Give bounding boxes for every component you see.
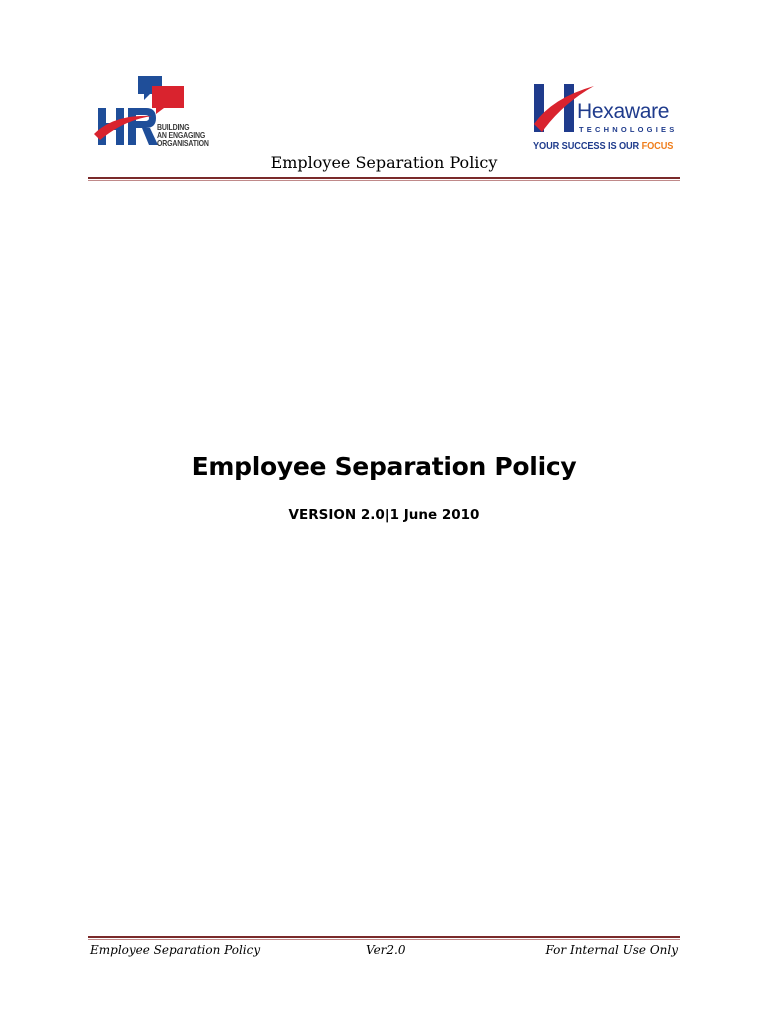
footer-version: Ver2.0 bbox=[366, 943, 406, 957]
hr-tagline-line-3: ORGANISATION bbox=[157, 138, 209, 148]
document-version: VERSION 2.0|1 June 2010 bbox=[288, 507, 480, 523]
header-title: Employee Separation Policy bbox=[270, 153, 498, 172]
hexaware-logo-subtitle: TECHNOLOGIES bbox=[579, 125, 678, 134]
document-title: Employee Separation Policy bbox=[191, 452, 577, 481]
hr-tagline-line-2: AN ENGAGING bbox=[157, 130, 206, 140]
footer-divider bbox=[88, 936, 680, 940]
footer-document-name: Employee Separation Policy bbox=[90, 943, 261, 957]
footer-classification: For Internal Use Only bbox=[545, 943, 678, 957]
hexaware-tagline-focus: FOCUS bbox=[641, 141, 674, 152]
hexaware-logo-tagline bbox=[533, 141, 673, 152]
hr-tagline-line-1: BUILDING bbox=[157, 122, 190, 132]
hexaware-logo-name: Hexaware bbox=[577, 100, 670, 123]
hr-logo-tagline bbox=[157, 123, 209, 147]
header-divider bbox=[88, 177, 680, 181]
hexaware-tagline-main: YOUR SUCCESS IS OUR bbox=[533, 141, 642, 152]
